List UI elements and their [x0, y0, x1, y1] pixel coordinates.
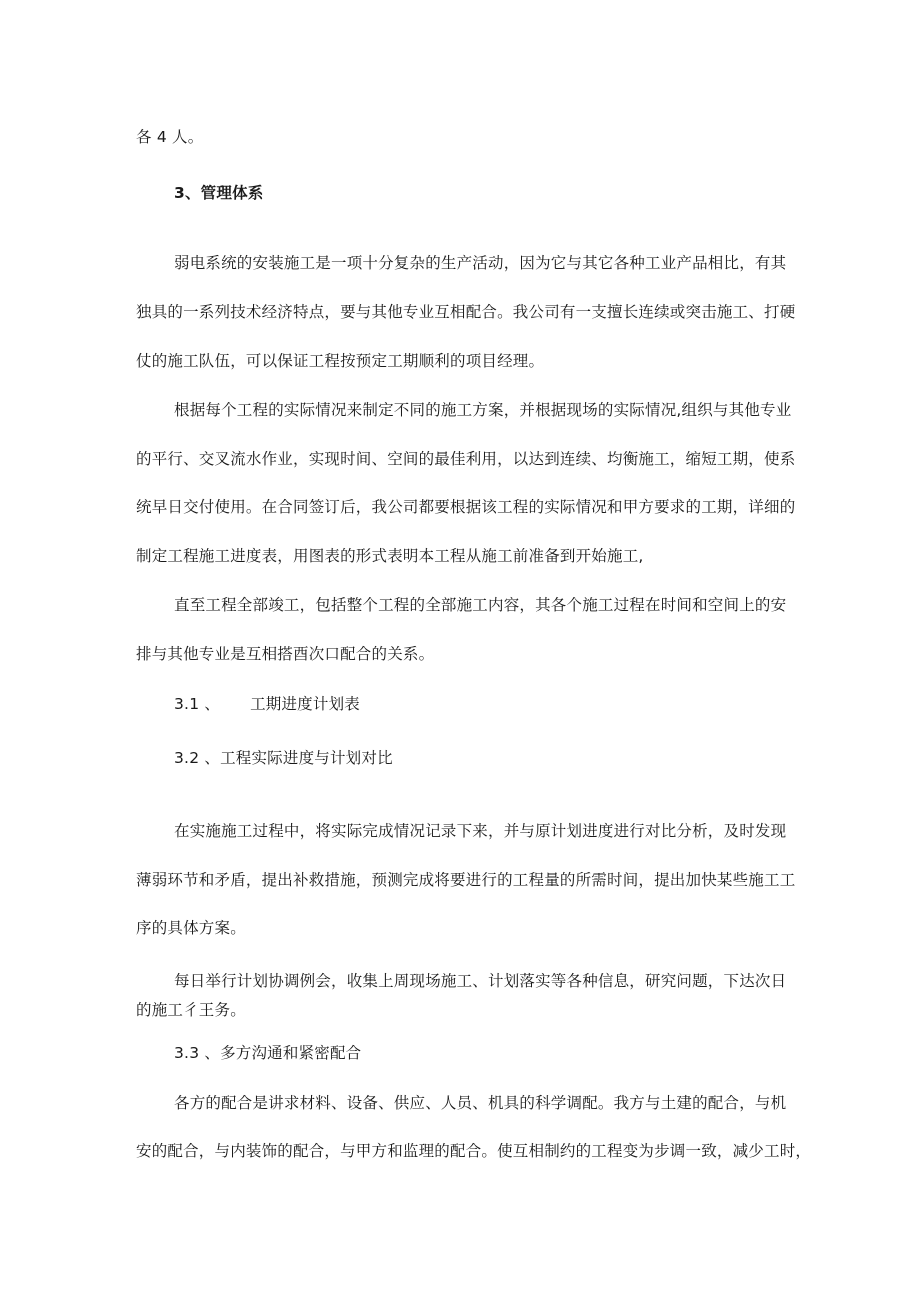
subsection-3-2: 3.2 、工程实际进度与计划对比 — [174, 749, 393, 767]
subsection-3-3: 3.3 、多方沟通和紧密配合 — [174, 1044, 362, 1062]
paragraph-line: 每日举行计划协调例会，收集上周现场施工、计划落实等各种信息，研究问题，下达次日 — [174, 972, 787, 990]
paragraph-line: 薄弱环节和矛盾，提出补救措施，预测完成将要进行的工程量的所需时间，提出加快某些施工工 — [136, 871, 796, 889]
paragraph-line: 序的具体方案。 — [136, 919, 246, 937]
paragraph-line: 安的配合，与内装饰的配合，与甲方和监理的配合。使互相制约的工程变为步调一致，减少工时， — [136, 1142, 812, 1160]
paragraph-line: 的平行、交叉流水作业，实现时间、空间的最佳利用，以达到连续、均衡施工，缩短工期，使系 — [136, 450, 796, 468]
section-3-heading: 3、管理体系 — [174, 184, 264, 202]
paragraph-line: 排与其他专业是互相搭酉次口配合的关系。 — [136, 645, 435, 663]
paragraph-line: 弱电系统的安装施工是一项十分复杂的生产活动，因为它与其它各种工业产品相比，有其 — [174, 254, 787, 272]
paragraph-line: 的施工彳王务。 — [136, 1001, 246, 1019]
subsection-3-1-title: 工期进度计划表 — [250, 695, 360, 713]
paragraph-line: 统早日交付使用。在合同签订后，我公司都要根据该工程的实际情况和甲方要求的工期，详细的 — [136, 498, 796, 516]
subsection-3-1 — [174, 694, 834, 714]
intro-fragment: 各 4 人。 — [136, 128, 204, 146]
subsection-3-1-number: 3.1 、 — [174, 695, 221, 713]
paragraph-line: 在实施施工过程中，将实际完成情况记录下来，并与原计划进度进行对比分析，及时发现 — [174, 822, 787, 840]
paragraph-line: 直至工程全部竣工，包括整个工程的全部施工内容，其各个施工过程在时间和空间上的安 — [174, 596, 787, 614]
paragraph-line: 仗的施工队伍，可以保证工程按预定工期顺利的项目经理。 — [136, 352, 545, 370]
paragraph-line: 各方的配合是讲求材料、设备、供应、人员、机具的科学调配。我方与土建的配合，与机 — [174, 1094, 787, 1112]
paragraph-line: 制定工程施工进度表，用图表的形式表明本工程从施工前准备到开始施工, — [136, 547, 644, 565]
paragraph-line: 根据每个工程的实际情况来制定不同的施工方案，并根据现场的实际情况,组织与其他专业 — [174, 401, 792, 419]
paragraph-line: 独具的一系列技术经济特点，要与其他专业互相配合。我公司有一支擅长连续或突击施工、打硬 — [136, 303, 796, 321]
